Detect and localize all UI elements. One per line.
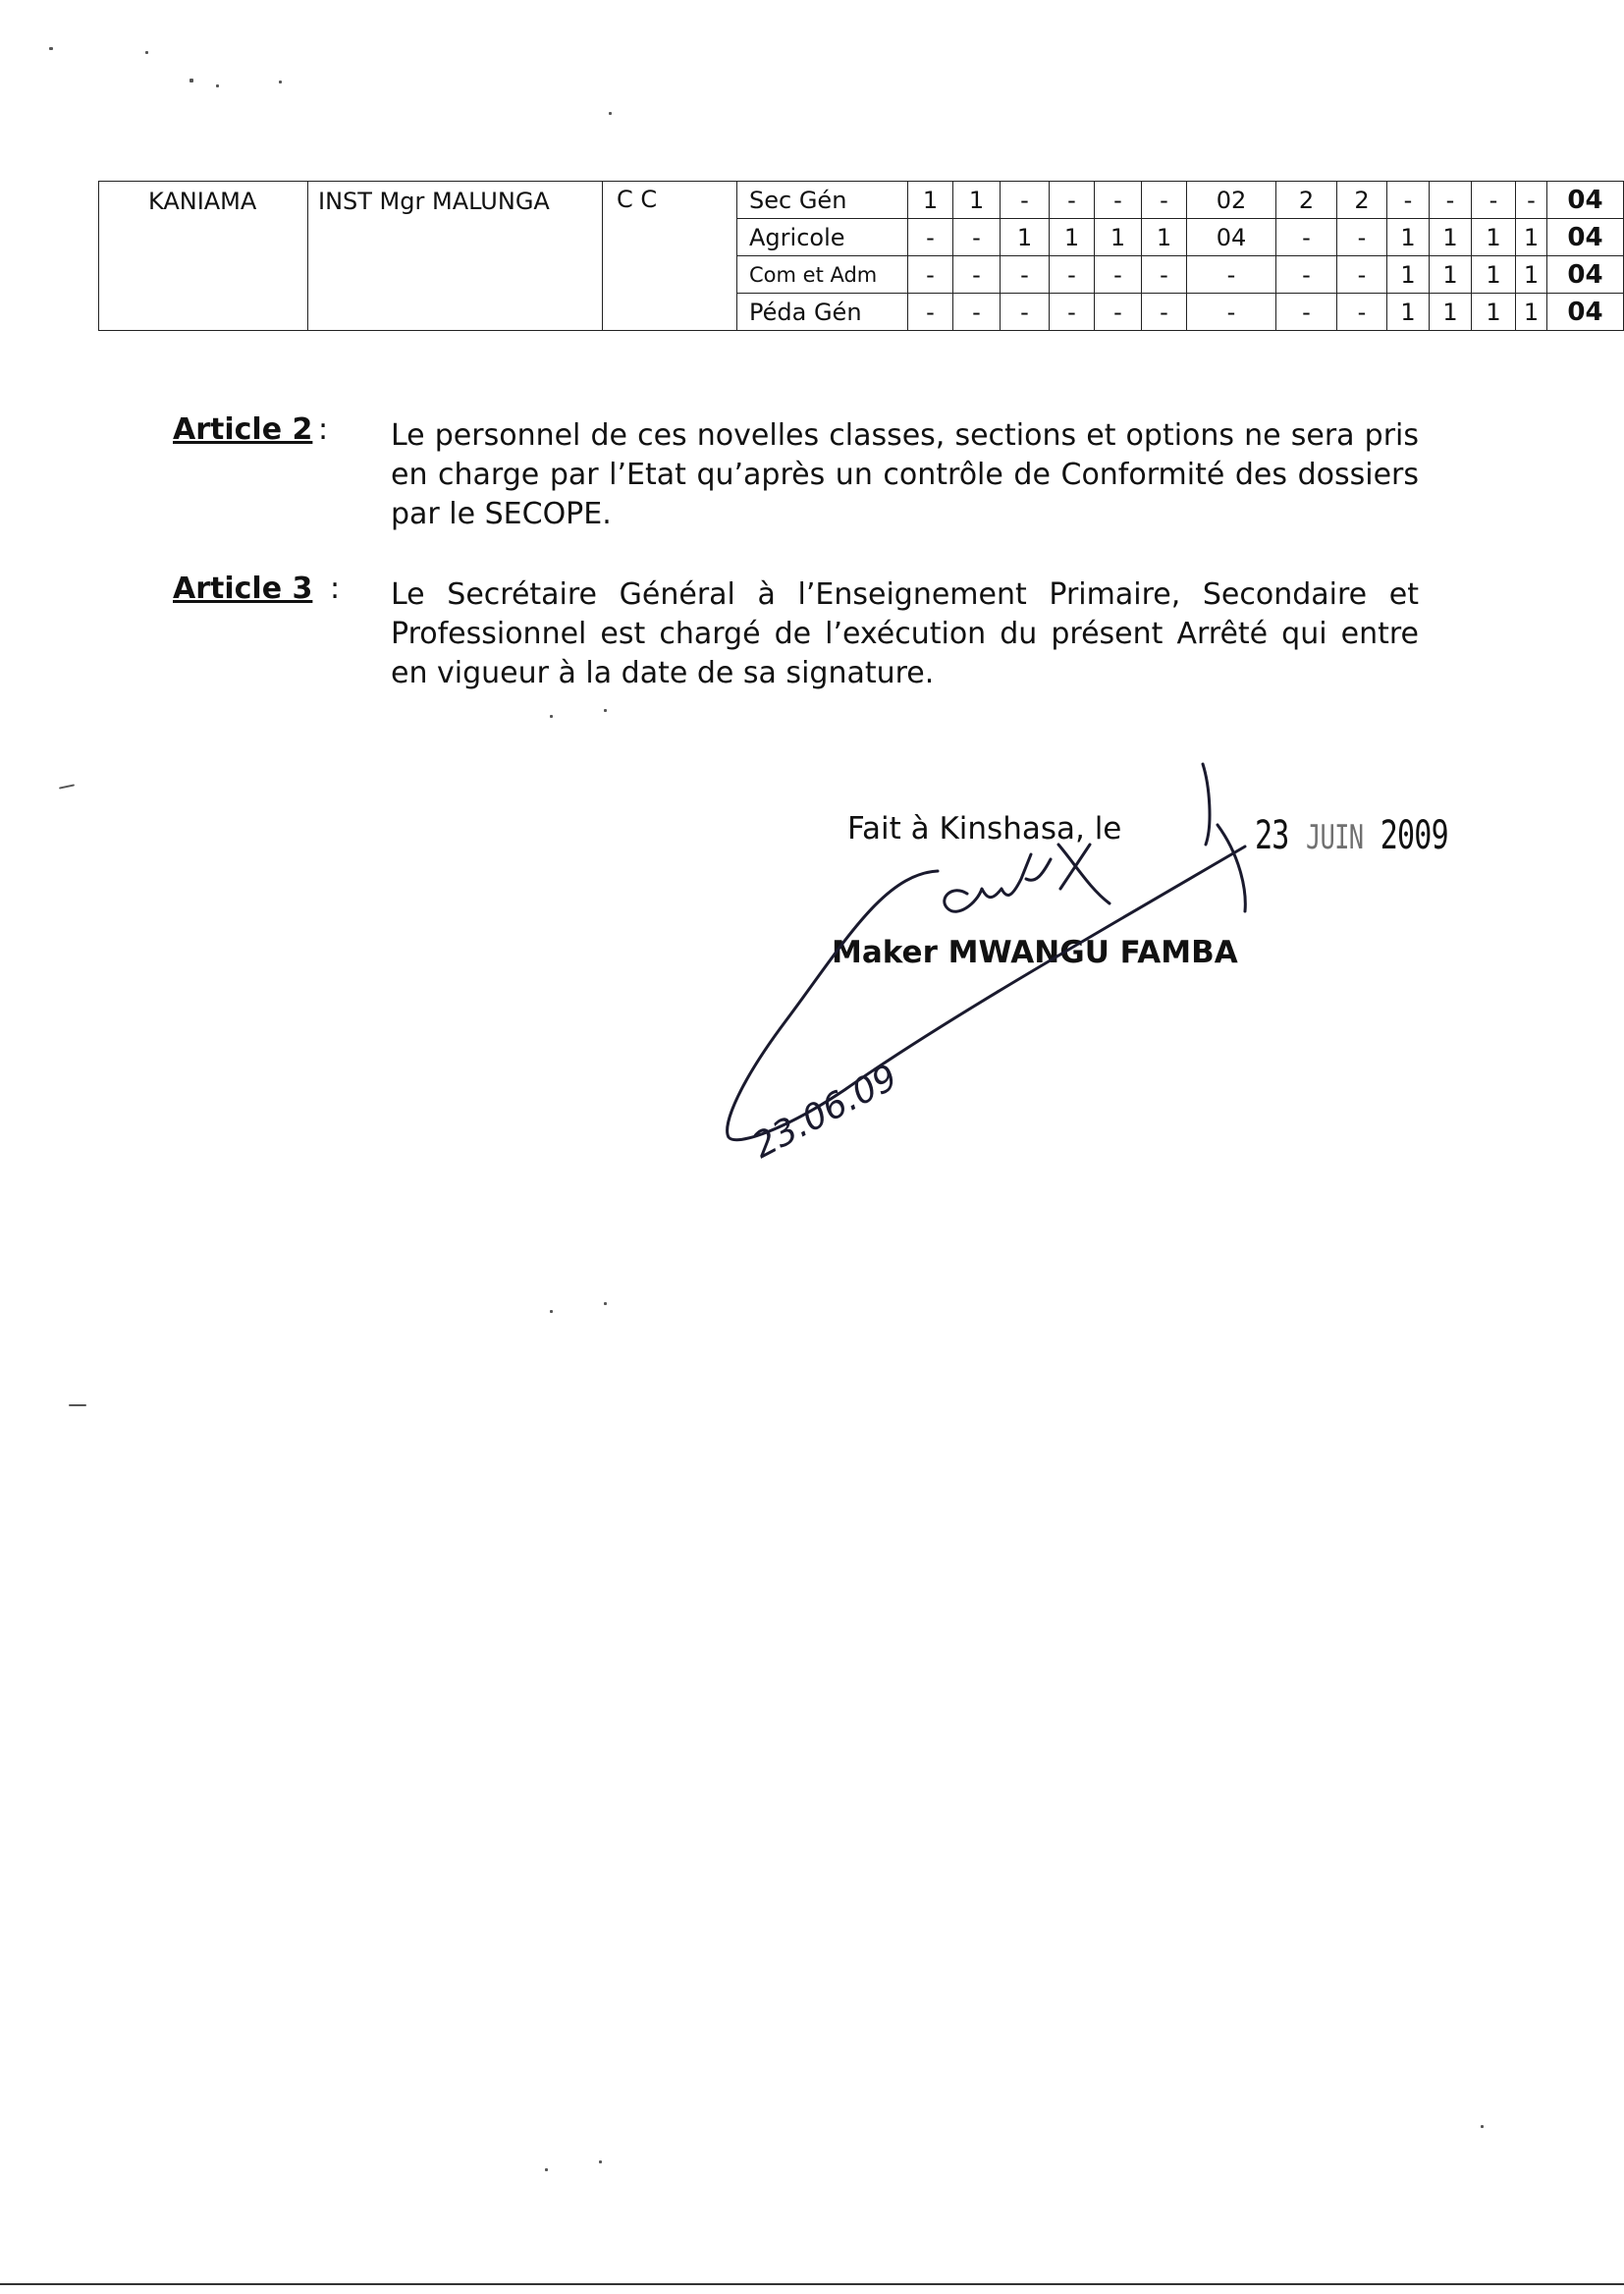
total-cell: 04 [1547,256,1624,294]
count-cell: - [1050,294,1095,331]
total-cell: 04 [1547,182,1624,219]
count-cell: - [1472,182,1516,219]
signature-cross-stroke [1058,845,1110,903]
signature-loop-stroke [728,847,1245,1140]
count-cell: - [1276,256,1337,294]
sous-division-cell: KANIAMA [99,182,308,331]
subtotal-cell: 02 [1187,182,1276,219]
count-cell: - [1142,182,1187,219]
count-cell: - [1050,182,1095,219]
count-cell: 1 [1472,256,1516,294]
subtotal-cell: 04 [1187,219,1276,256]
article-label: Article 2 [173,412,313,447]
page-bottom-rule [0,2283,1624,2285]
count-cell: - [1001,256,1050,294]
count-cell: 1 [1001,219,1050,256]
handwritten-date: 23.06.09 [745,1057,904,1167]
count-cell: - [1516,182,1547,219]
count-cell: 2 [1276,182,1337,219]
count-cell: - [1142,294,1187,331]
count-cell: - [1276,294,1337,331]
count-cell: - [1095,294,1142,331]
count-cell: - [1430,182,1472,219]
stamp-month: JUIN [1305,818,1364,857]
count-cell: - [1142,256,1187,294]
count-cell: - [908,219,953,256]
count-cell: - [1095,256,1142,294]
option-cell: Agricole [737,219,908,256]
count-cell: 1 [1430,294,1472,331]
count-cell: - [953,294,1001,331]
option-cell: Com et Adm [737,256,908,294]
count-cell: - [908,294,953,331]
signature-name-stroke [945,854,1051,911]
count-cell: - [908,256,953,294]
count-cell: - [1095,182,1142,219]
count-cell: 1 [1430,256,1472,294]
count-cell: - [953,219,1001,256]
subtotal-cell: - [1187,256,1276,294]
count-cell: - [1387,182,1430,219]
count-cell: - [1337,219,1387,256]
stamp-year: 2009 [1380,813,1448,858]
count-cell: - [953,256,1001,294]
count-cell: - [1050,256,1095,294]
count-cell: - [1001,182,1050,219]
count-cell: - [1337,256,1387,294]
count-cell: 1 [1516,256,1547,294]
signer-name: Maker MWANGU FAMBA [832,935,1238,970]
article-colon: : [330,572,341,606]
count-cell: - [1337,294,1387,331]
count-cell: - [1001,294,1050,331]
option-cell: Sec Gén [737,182,908,219]
place-line: Fait à Kinshasa, le [847,811,1122,847]
count-cell: - [1276,219,1337,256]
article-colon: : [318,412,329,447]
article-text: Le Secrétaire Général à l’Enseignement Primaire, Secondaire et Professionnel est chargé de l’exécution du présent Arrêté qui entre en vigueur à la date de sa signature. [391,577,1419,690]
count-cell: 1 [1050,219,1095,256]
count-cell: 1 [1516,294,1547,331]
count-cell: 2 [1337,182,1387,219]
subtotal-cell: - [1187,294,1276,331]
signature-flourish-stroke [1203,764,1245,911]
stamp-day: 23 [1255,813,1289,858]
count-cell: 1 [1472,294,1516,331]
count-cell: 1 [1472,219,1516,256]
count-cell: 1 [1095,219,1142,256]
count-cell: 1 [1387,256,1430,294]
count-cell: 1 [908,182,953,219]
count-cell: 1 [1142,219,1187,256]
count-cell: 1 [1387,294,1430,331]
count-cell: 1 [1387,219,1430,256]
count-cell: 1 [1516,219,1547,256]
total-cell: 04 [1547,294,1624,331]
ecole-cell: INST Mgr MALUNGA [308,182,603,331]
regime-cell: C C [603,182,737,331]
article-label: Article 3 [173,572,313,606]
option-cell: Péda Gén [737,294,908,331]
count-cell: 1 [1430,219,1472,256]
count-cell: 1 [953,182,1001,219]
article-text: Le personnel de ces novelles classes, sections et options ne sera pris en charge par l’Etat qu’après un contrôle de Conformité des dossiers par le SECOPE. [391,418,1419,531]
total-cell: 04 [1547,219,1624,256]
